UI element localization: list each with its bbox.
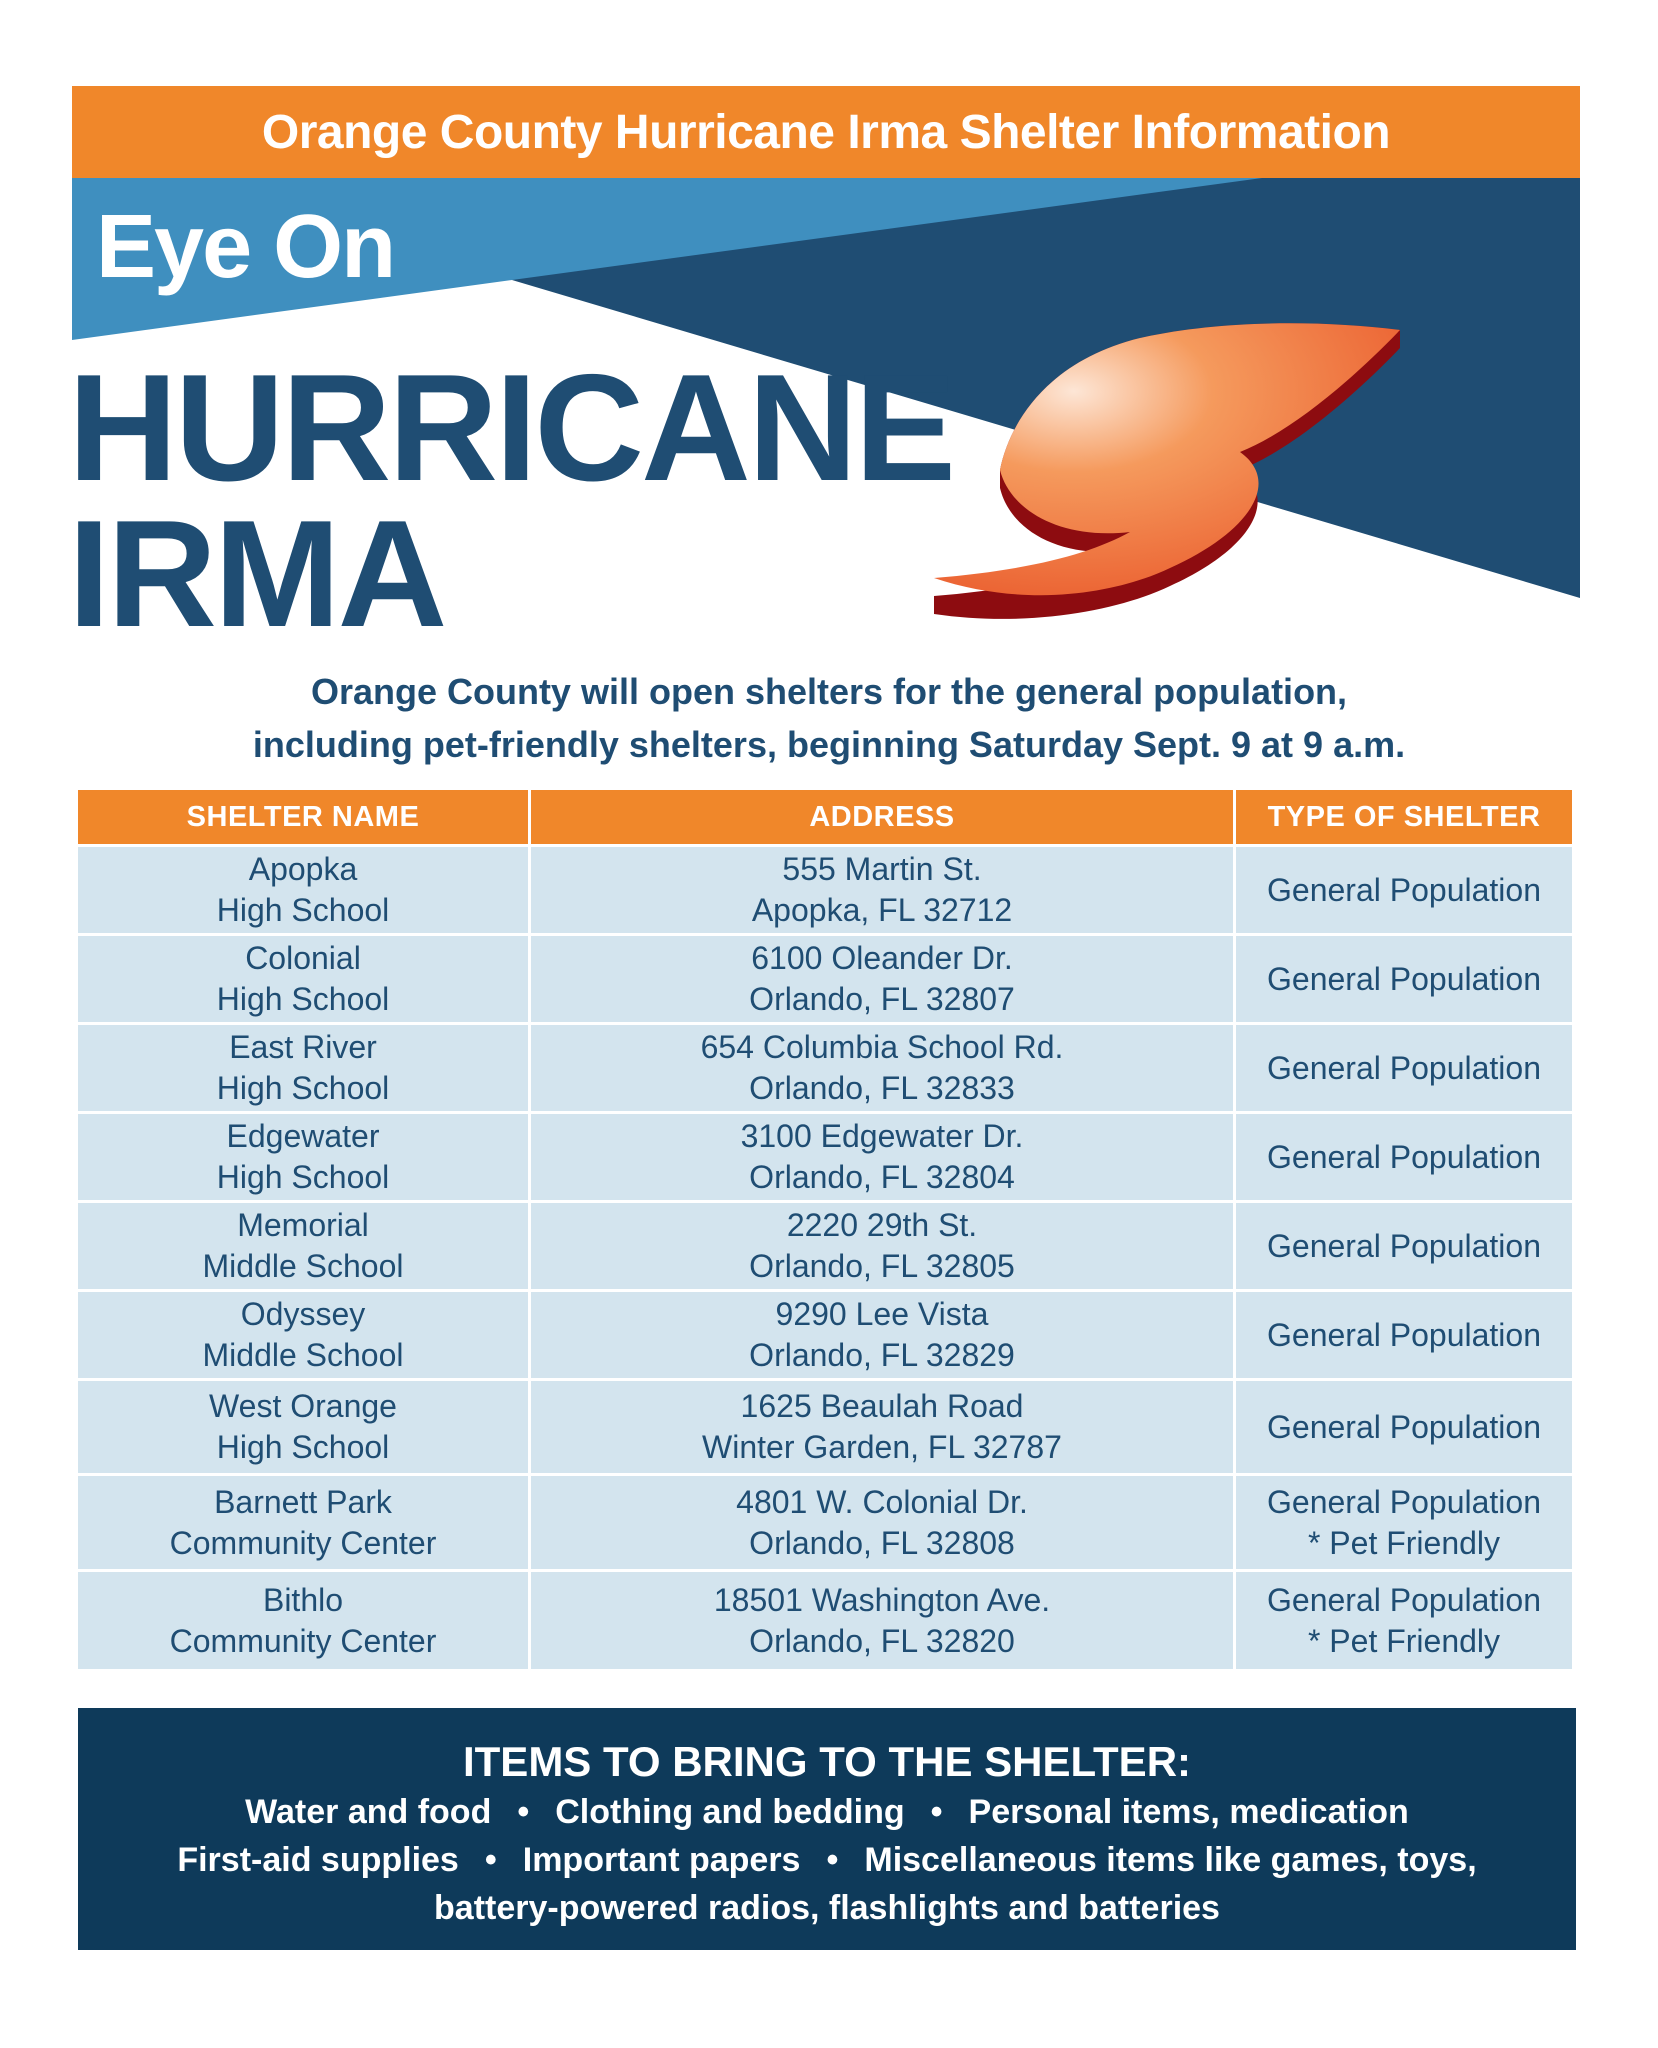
street: 555 Martin St. <box>782 851 982 887</box>
shelter-type-cell <box>1236 936 1572 1022</box>
hurricane-symbol-icon <box>920 310 1400 630</box>
hurricane-irma-title <box>68 343 953 659</box>
shelter-type: General Population <box>1267 1483 1541 1520</box>
table-row <box>78 1025 1572 1111</box>
shelter-type-cell <box>1236 1025 1572 1111</box>
shelter-name-cell <box>78 1025 528 1111</box>
intro-line1: Orange County will open shelters for the general population, <box>310 671 1348 712</box>
shelter-name-cell <box>78 1476 528 1569</box>
shelter-type: General Population <box>1267 960 1541 997</box>
city-zip: Orlando, FL 32805 <box>749 1248 1015 1284</box>
shelter-name-cell <box>78 936 528 1022</box>
items-line-3: battery-powered radios, flashlights and batteries <box>434 1889 1220 1927</box>
header-title: Orange County Hurricane Irma Shelter Information <box>261 105 1391 159</box>
street: 2220 29th St. <box>786 1207 978 1243</box>
item-miscellaneous: Miscellaneous items like games, toys, <box>864 1841 1477 1879</box>
city-zip: Winter Garden, FL 32787 <box>702 1429 1062 1465</box>
address-cell <box>531 1025 1233 1111</box>
items-line-1 <box>78 1788 1576 1836</box>
shelter-name-type: High School <box>216 981 390 1017</box>
city-zip: Apopka, FL 32712 <box>751 892 1013 928</box>
street: 6100 Oleander Dr. <box>751 940 1013 976</box>
item-water-food: Water and food <box>245 1793 492 1831</box>
shelter-type: General Population <box>1267 1227 1541 1264</box>
address-cell <box>531 1572 1233 1669</box>
shelter-type-cell <box>1236 1381 1572 1473</box>
column-header-type-of-shelter: TYPE OF SHELTER <box>1236 790 1572 844</box>
shelter-type-cell <box>1236 1572 1572 1669</box>
shelter-name-cell <box>78 847 528 933</box>
shelter-name: Edgewater <box>226 1118 380 1154</box>
column-header-address: ADDRESS <box>531 790 1233 844</box>
table-row <box>78 1292 1572 1378</box>
table-row <box>78 1114 1572 1200</box>
bullet-separator: • <box>484 1841 497 1879</box>
shelter-name: Colonial <box>245 940 361 976</box>
intro-text <box>150 665 1508 771</box>
table-row <box>78 847 1572 933</box>
shelter-name-type: Community Center <box>169 1524 437 1561</box>
street: 3100 Edgewater Dr. <box>740 1118 1024 1154</box>
items-title: ITEMS TO BRING TO THE SHELTER: <box>462 1738 1192 1785</box>
shelter-type-cell <box>1236 847 1572 933</box>
address-cell <box>531 1203 1233 1289</box>
city-zip: Orlando, FL 32833 <box>749 1070 1015 1106</box>
item-clothing-bedding: Clothing and bedding <box>555 1793 905 1831</box>
city-zip: Orlando, FL 32829 <box>749 1337 1015 1373</box>
shelter-type: General Population <box>1267 871 1541 908</box>
table-row <box>78 936 1572 1022</box>
shelter-name-type: High School <box>216 1159 390 1195</box>
shelter-name: Apopka <box>248 851 358 887</box>
hurricane-title-line2: IRMA <box>68 489 445 659</box>
item-personal-items: Personal items, medication <box>968 1793 1409 1831</box>
shelter-name: East River <box>229 1029 377 1065</box>
address-cell <box>531 936 1233 1022</box>
shelter-name-cell <box>78 1203 528 1289</box>
pet-friendly-note: * Pet Friendly <box>1307 1524 1501 1561</box>
shelter-name-type: High School <box>216 1070 390 1106</box>
address-cell <box>531 847 1233 933</box>
eye-on-text: Eye On <box>96 197 395 297</box>
city-zip: Orlando, FL 32807 <box>749 981 1015 1017</box>
street: 654 Columbia School Rd. <box>700 1029 1064 1065</box>
city-zip: Orlando, FL 32808 <box>749 1524 1015 1561</box>
shelter-type-cell <box>1236 1203 1572 1289</box>
shelter-type: General Population <box>1267 1408 1541 1445</box>
shelter-table <box>75 787 1575 1672</box>
street: 4801 W. Colonial Dr. <box>736 1483 1028 1520</box>
items-to-bring-box <box>78 1708 1576 1950</box>
intro-line2: including pet-friendly shelters, beginning Saturday Sept. 9 at 9 a.m. <box>252 724 1406 765</box>
shelter-type-cell <box>1236 1476 1572 1569</box>
shelter-type-cell <box>1236 1114 1572 1200</box>
shelter-type-cell <box>1236 1292 1572 1378</box>
shelter-name-cell <box>78 1381 528 1473</box>
shelter-name-cell <box>78 1114 528 1200</box>
shelter-name-type: Middle School <box>202 1337 404 1373</box>
address-cell <box>531 1381 1233 1473</box>
street: 1625 Beaulah Road <box>740 1388 1024 1424</box>
shelter-name-type: High School <box>216 1429 390 1465</box>
shelter-name: Odyssey <box>240 1296 366 1332</box>
shelter-type: General Population <box>1267 1049 1541 1086</box>
shelter-name: Barnett Park <box>214 1483 392 1520</box>
shelter-name-cell <box>78 1572 528 1669</box>
table-header-row <box>78 790 1572 844</box>
address-cell <box>531 1114 1233 1200</box>
shelter-type: General Population <box>1267 1316 1541 1353</box>
items-line-2 <box>78 1836 1576 1884</box>
item-first-aid: First-aid supplies <box>177 1841 459 1879</box>
bullet-separator: • <box>517 1793 530 1831</box>
shelter-name-type: Community Center <box>169 1622 437 1659</box>
address-cell <box>531 1292 1233 1378</box>
pet-friendly-note: * Pet Friendly <box>1307 1622 1501 1659</box>
table-row <box>78 1203 1572 1289</box>
shelter-type: General Population <box>1267 1581 1541 1618</box>
shelter-name: Memorial <box>237 1207 369 1243</box>
shelter-name-type: High School <box>216 892 390 928</box>
table-row <box>78 1476 1572 1569</box>
bullet-separator: • <box>826 1841 839 1879</box>
item-important-papers: Important papers <box>522 1841 801 1879</box>
street: 9290 Lee Vista <box>775 1296 989 1332</box>
city-zip: Orlando, FL 32820 <box>749 1622 1015 1659</box>
street: 18501 Washington Ave. <box>713 1581 1051 1618</box>
address-cell <box>531 1476 1233 1569</box>
hurricane-symbol-face <box>934 323 1400 595</box>
hurricane-title-line1: HURRICANE <box>68 343 953 513</box>
column-header-shelter-name: SHELTER NAME <box>78 790 528 844</box>
shelter-name: Bithlo <box>262 1581 344 1618</box>
header-title-bar <box>72 86 1580 178</box>
table-row <box>78 1381 1572 1473</box>
shelter-name-cell <box>78 1292 528 1378</box>
bullet-separator: • <box>930 1793 943 1831</box>
city-zip: Orlando, FL 32804 <box>749 1159 1015 1195</box>
table-row <box>78 1572 1572 1669</box>
shelter-type: General Population <box>1267 1138 1541 1175</box>
shelter-name: West Orange <box>209 1388 397 1424</box>
shelter-name-type: Middle School <box>202 1248 404 1284</box>
